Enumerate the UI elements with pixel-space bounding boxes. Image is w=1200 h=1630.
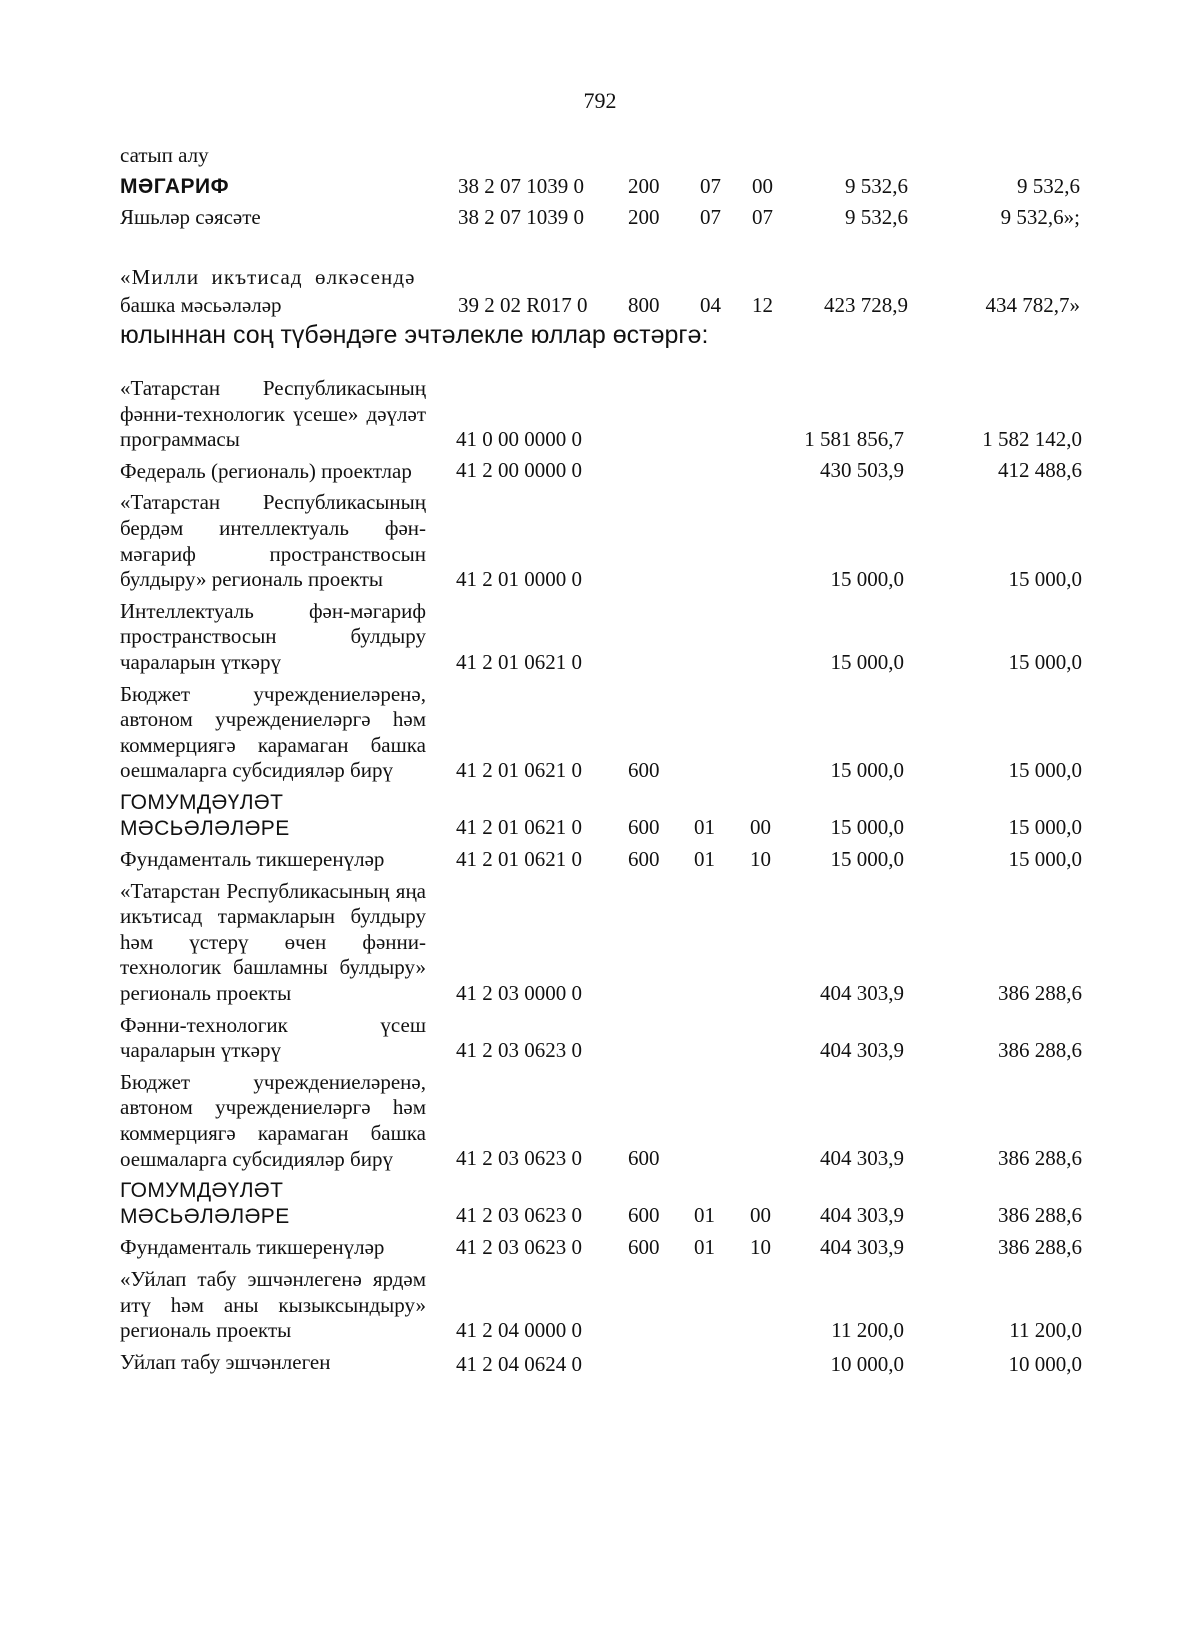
row-values	[0, 756, 1200, 784]
table-row	[0, 847, 1200, 873]
row-section: 01	[694, 1203, 715, 1228]
row-section: 07	[700, 174, 721, 198]
row-sum-1: 11 200,0	[831, 1317, 904, 1342]
row-expense-type: 600	[628, 815, 660, 840]
row-section: 04	[700, 293, 721, 317]
row-subsection: 10	[750, 846, 771, 871]
table-row	[0, 682, 1200, 784]
row-values	[0, 813, 1200, 841]
row-sum-1: 10 000,0	[830, 1351, 904, 1376]
intro-text: юлыннан соң түбәндәге эчтәлекле юллар өстәргә:	[120, 321, 709, 349]
row-expense-type: 600	[628, 1203, 660, 1228]
quoted-row-name-line1: «Милли икътисад өлкәсендә	[120, 265, 416, 289]
row-code: 41 2 03 0623 0	[456, 1235, 582, 1259]
table-row	[0, 1013, 1200, 1064]
row-expense-type: 800	[628, 293, 660, 317]
quoted-row-name-line2: башка мәсьәләләр	[120, 293, 282, 317]
row-section: 07	[700, 205, 721, 229]
row-sum-2: 1 582 142,0	[982, 426, 1082, 451]
row-sum-2: 386 288,6	[998, 980, 1082, 1005]
row-sum-2: 15 000,0	[1008, 649, 1082, 674]
row-sum-1: 423 728,9	[824, 293, 908, 317]
row-code: 41 2 03 0000 0	[456, 980, 582, 1005]
row-sum-1: 404 303,9	[820, 1037, 904, 1062]
row-code: 39 2 02 R017 0	[458, 293, 588, 317]
row-code: 41 2 04 0624 0	[456, 1351, 582, 1376]
table-row	[0, 171, 1200, 202]
row-sum-2: 15 000,0	[1008, 846, 1082, 871]
row-sum-2: 11 200,0	[1009, 1317, 1082, 1342]
row-name: «Татарстан Республикасының бердәм интеллектуаль фән-мәгариф пространствосын булдыру» региональ проекты	[120, 490, 426, 592]
row-heading: ГОМУМДӘҮЛӘТ МӘСЬӘЛӘЛӘРЕ	[120, 1179, 290, 1228]
row-name: сатып алу	[120, 143, 209, 167]
row-expense-type: 600	[628, 1146, 660, 1171]
row-subsection: 12	[752, 293, 773, 317]
row-section: 01	[694, 846, 715, 871]
row-subsection: 00	[752, 174, 773, 198]
row-expense-type: 600	[628, 757, 660, 782]
row-sum-2: 434 782,7»	[985, 293, 1080, 317]
row-values	[0, 979, 1200, 1007]
row-code: 41 2 03 0623 0	[456, 1146, 582, 1171]
row-name: «Татарстан Республикасының фәнни-технологик үсеше» дәүләт программасы	[120, 376, 426, 452]
row-name: «Уйлап табу эшчәнлегенә ярдәм итү һәм аны кызыксындыру» региональ проекты	[120, 1267, 426, 1343]
row-name: Интеллектуаль фән-мәгариф пространствосын булдыру чараларын үткәрү	[120, 598, 426, 674]
row-code: 41 2 01 0621 0	[456, 846, 582, 871]
row-name: МӘГАРИФ	[120, 175, 230, 198]
table-row	[0, 1070, 1200, 1172]
row-sum-1: 15 000,0	[830, 757, 904, 782]
row-sum-2: 15 000,0	[1008, 815, 1082, 840]
row-name: Федераль (региональ) проектлар	[120, 458, 412, 483]
row-sum-1: 9 532,6	[845, 205, 908, 229]
row-values	[0, 425, 1200, 453]
row-code: 41 2 00 0000 0	[456, 458, 582, 483]
row-sum-2: 15 000,0	[1008, 757, 1082, 782]
row-values	[0, 1201, 1200, 1229]
row-name: Бюджет учреждениеләренә, автоном учреждениеләргә һәм коммерциягә карамаган башка оешмаларга субсидияләр бирү	[120, 681, 426, 783]
row-sum-2: 10 000,0	[1008, 1351, 1082, 1376]
row-values	[0, 1144, 1200, 1172]
row-expense-type: 200	[628, 205, 660, 229]
row-values	[0, 565, 1200, 593]
row-name: Фундаменталь тикшеренүләр	[120, 1235, 385, 1260]
row-sum-1: 1 581 856,7	[804, 426, 904, 451]
row-values	[0, 1036, 1200, 1064]
row-expense-type: 600	[628, 1235, 660, 1259]
row-sum-1: 15 000,0	[830, 566, 904, 591]
row-subsection: 07	[752, 205, 773, 229]
row-code: 41 2 01 0621 0	[456, 757, 582, 782]
row-name: Бюджет учреждениеләренә, автоном учреждениеләргә һәм коммерциягә карамаган башка оешмаларга субсидияләр бирү	[120, 1069, 426, 1171]
row-values	[0, 1316, 1200, 1344]
row-values	[0, 456, 1200, 484]
row-values	[0, 845, 1200, 873]
row-sum-2: 15 000,0	[1008, 566, 1082, 591]
row-name: Фундаменталь тикшеренүләр	[120, 847, 385, 872]
table-row	[0, 290, 1200, 321]
table-row	[0, 490, 1200, 592]
row-name: Фәнни-технологик үсеш чараларын үткәрү	[120, 1012, 426, 1063]
table-row	[0, 1350, 1200, 1376]
row-code: 41 2 04 0000 0	[456, 1317, 582, 1342]
row-section: 01	[694, 815, 715, 840]
row-name: Уйлап табу эшчәнлеген	[120, 1349, 331, 1374]
row-subsection: 00	[750, 1203, 771, 1228]
row-section: 01	[694, 1235, 715, 1259]
row-sum-2: 386 288,6	[998, 1235, 1082, 1259]
row-name: «Татарстан Республикасының яңа икътисад тармакларын булдыру һәм үстерү өчен фәнни-технологик башламны булдыру» региональ проекты	[120, 878, 426, 1006]
row-sum-2: 9 532,6»;	[1000, 205, 1080, 229]
row-sum-2: 9 532,6	[1017, 174, 1080, 198]
row-values	[0, 1350, 1200, 1378]
row-sum-1: 9 532,6	[845, 174, 908, 198]
row-sum-1: 404 303,9	[820, 1235, 904, 1259]
table-row	[0, 790, 1200, 841]
row-code: 41 2 01 0000 0	[456, 566, 582, 591]
row-code: 41 2 01 0621 0	[456, 815, 582, 840]
budget-table	[0, 376, 1200, 1381]
quoted-row	[0, 262, 1200, 321]
table-row	[0, 140, 1200, 171]
table-row	[0, 1235, 1200, 1261]
row-sum-1: 404 303,9	[820, 980, 904, 1005]
table-row	[0, 376, 1200, 453]
row-code: 41 2 03 0623 0	[456, 1203, 582, 1228]
top-rows	[0, 140, 1200, 233]
table-row	[0, 599, 1200, 676]
row-sum-1: 15 000,0	[830, 649, 904, 674]
row-code: 38 2 07 1039 0	[458, 205, 584, 229]
row-code: 41 2 03 0623 0	[456, 1037, 582, 1062]
table-row	[0, 202, 1200, 233]
row-sum-1: 430 503,9	[820, 458, 904, 483]
row-code: 38 2 07 1039 0	[458, 174, 584, 198]
table-row	[0, 1267, 1200, 1344]
row-subsection: 00	[750, 815, 771, 840]
row-sum-2: 386 288,6	[998, 1203, 1082, 1228]
row-sum-1: 15 000,0	[830, 815, 904, 840]
row-name: Яшьләр сәясәте	[120, 205, 261, 229]
table-row	[0, 879, 1200, 1007]
row-values	[0, 1233, 1200, 1261]
row-subsection: 10	[750, 1235, 771, 1259]
row-heading: ГОМУМДӘҮЛӘТ МӘСЬӘЛӘЛӘРЕ	[120, 790, 290, 840]
page-number: 792	[583, 88, 617, 113]
row-sum-2: 412 488,6	[998, 458, 1082, 483]
row-code: 41 0 00 0000 0	[456, 426, 582, 451]
row-expense-type: 200	[628, 174, 660, 198]
row-values	[0, 648, 1200, 676]
row-sum-1: 15 000,0	[830, 846, 904, 871]
row-sum-1: 404 303,9	[820, 1203, 904, 1228]
row-sum-2: 386 288,6	[998, 1146, 1082, 1171]
row-sum-1: 404 303,9	[820, 1146, 904, 1171]
table-row	[0, 459, 1200, 485]
row-code: 41 2 01 0621 0	[456, 649, 582, 674]
table-row	[0, 1178, 1200, 1229]
row-expense-type: 600	[628, 846, 660, 871]
row-sum-2: 386 288,6	[998, 1037, 1082, 1062]
